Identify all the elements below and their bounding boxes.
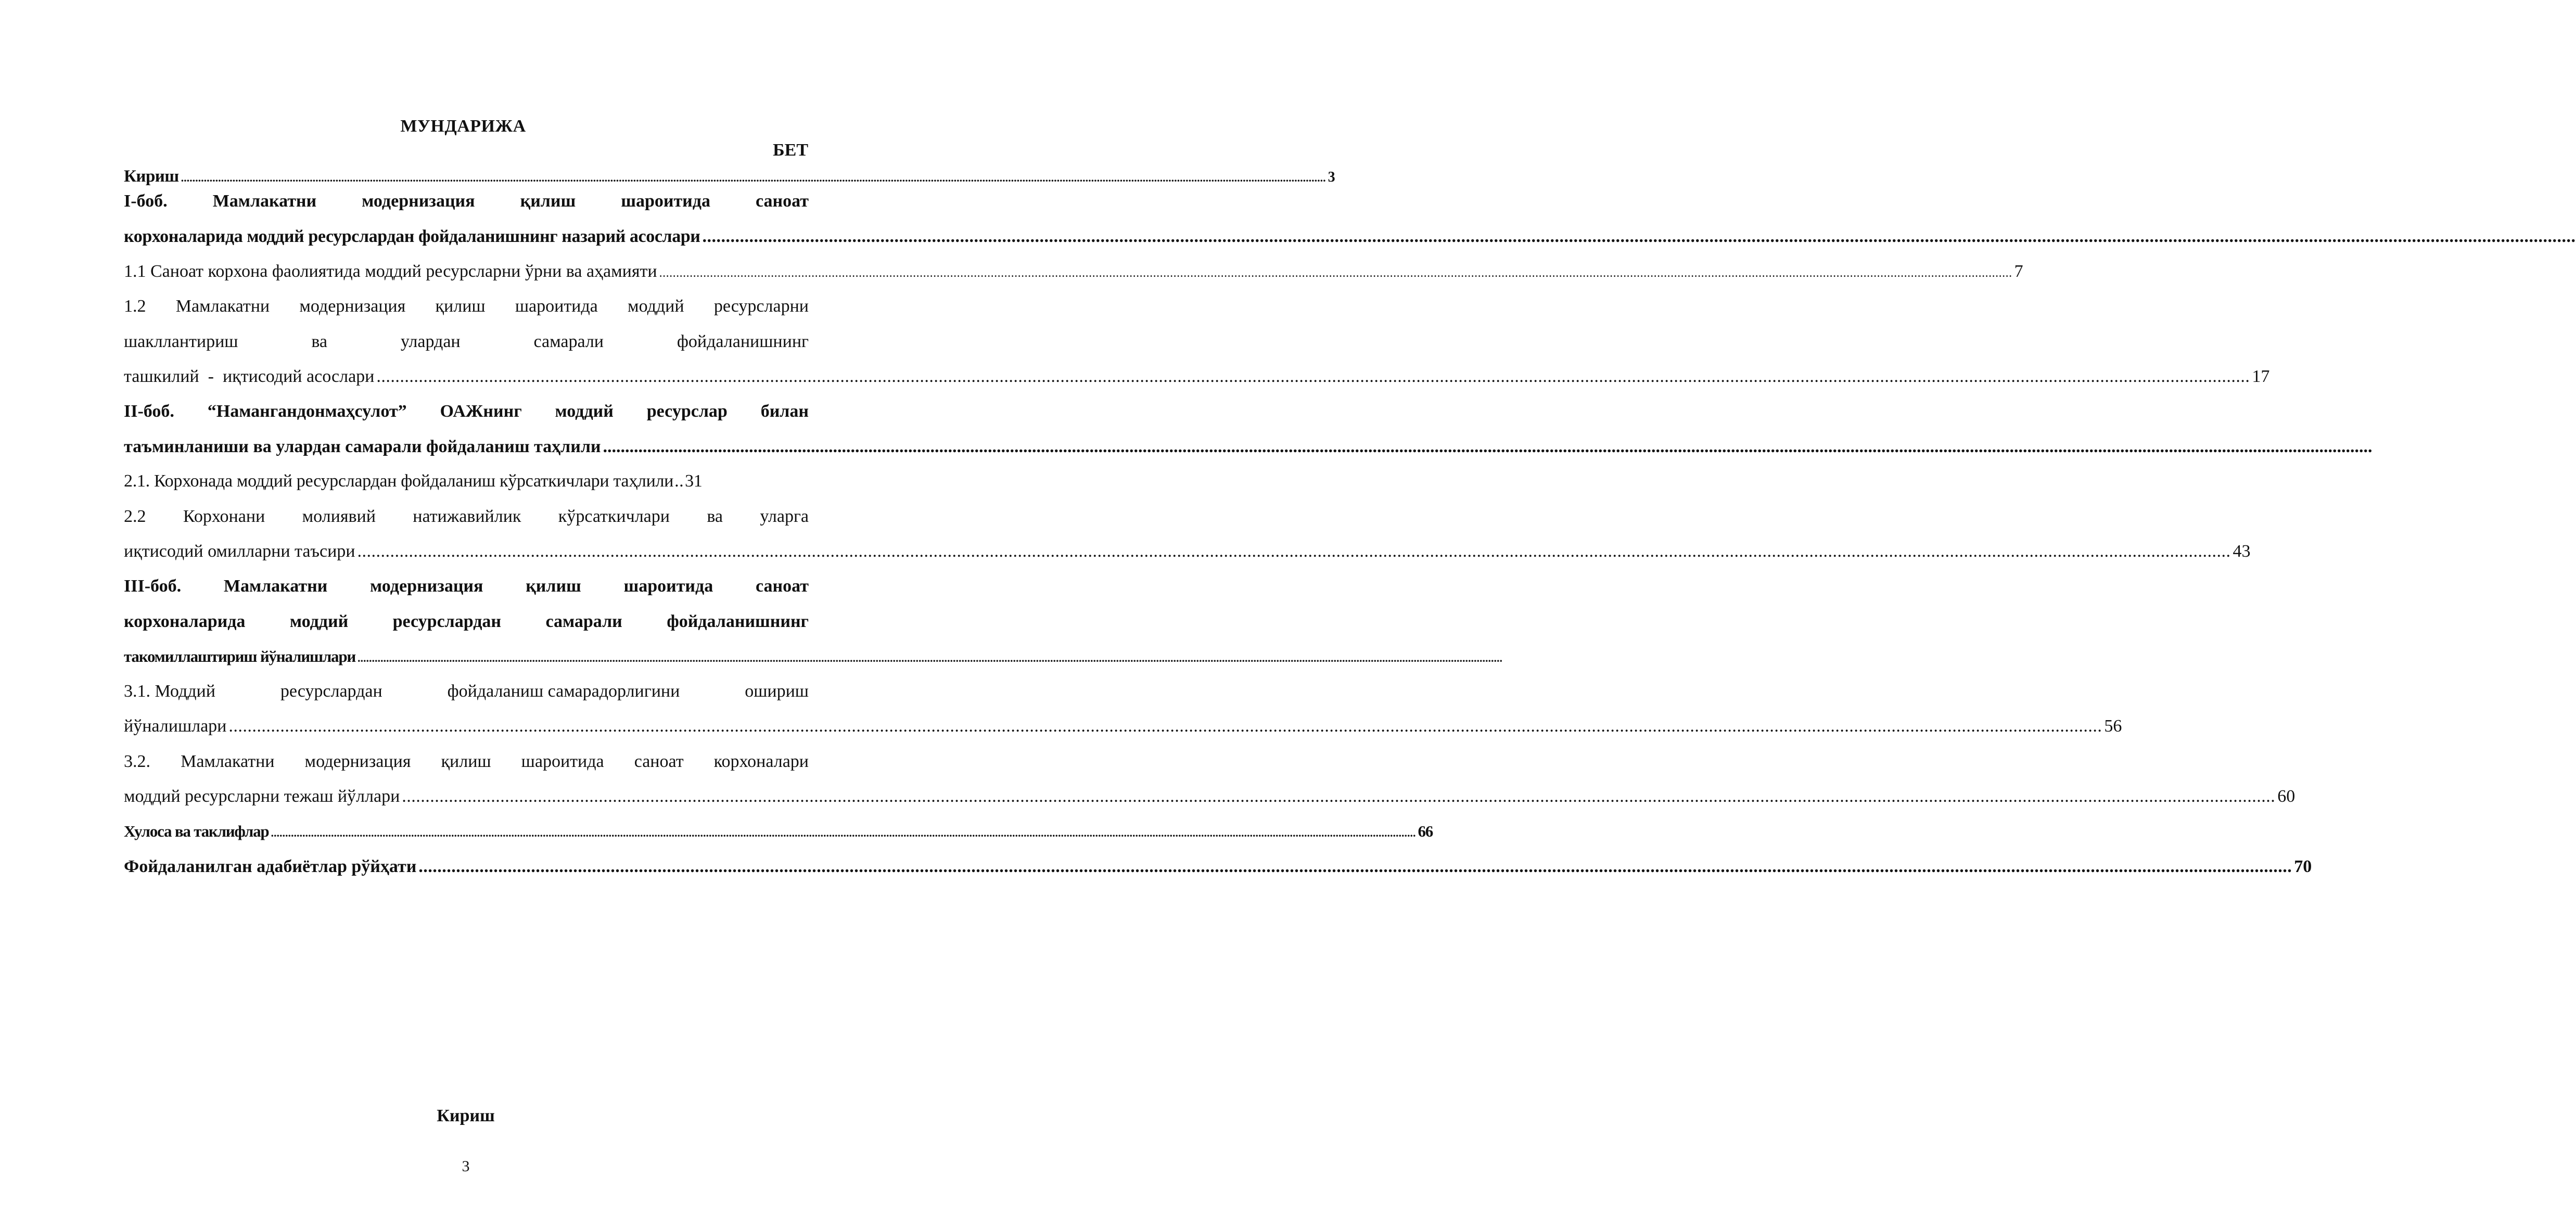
toc-word: кўрсаткичлари (558, 507, 670, 526)
toc-word: моддий (628, 297, 684, 316)
toc-word: ва (311, 332, 328, 351)
dot-leader: ................................................................................................................................................................................................................................................................................................................................................................................................................ (357, 542, 2231, 561)
toc-word: Мамлакатни (175, 297, 270, 316)
dot-leader: .. (674, 471, 684, 491)
toc-chapter-1-line-1[interactable] (124, 188, 809, 214)
toc-chapter-3-line-2[interactable] (124, 609, 809, 635)
toc-page-number: 56 (2104, 716, 2122, 736)
intro-heading: Кириш (437, 1106, 495, 1125)
toc-word: қилиш (435, 297, 486, 316)
toc-word: модернизация (304, 752, 411, 771)
toc-section-1-2-line-3[interactable] (124, 364, 2270, 390)
toc-page-number: 43 (2233, 542, 2251, 561)
toc-entry-references[interactable] (124, 854, 2312, 880)
toc-word: 3.2. (124, 752, 150, 771)
toc-page-number: 31 (685, 471, 703, 491)
toc-chapter-2-line-1[interactable] (124, 399, 809, 425)
toc-page-number: 17 (2252, 367, 2270, 386)
toc-word: шароитида (515, 297, 598, 316)
dot-leader: ................................................................................................................................................................................................................................................................................................................................................................................................................ (659, 266, 2012, 280)
toc-word: Мамлакатни (181, 752, 275, 771)
toc-word: шароитида (621, 191, 710, 211)
toc-word: 1.2 (124, 297, 146, 316)
toc-word: шароитида (521, 752, 604, 771)
toc-page-number: 66 (1418, 822, 1433, 840)
toc-word: ва (707, 507, 723, 526)
toc-word: I-боб. (124, 191, 168, 211)
toc-entry-label: Кириш (124, 167, 179, 186)
toc-word: самарали (533, 332, 604, 351)
toc-word: корхоналари (713, 752, 809, 771)
toc-word: қилиш (441, 752, 491, 771)
dot-leader: ................................................................................................................................................................................................................................................................................................................................................................................................................ (181, 171, 1326, 184)
toc-section-3-1-line-2[interactable] (124, 713, 2122, 739)
dot-leader: ................................................................................................................................................................................................................................................................................................................................................................................................................ (358, 651, 1503, 664)
toc-page-number: 70 (2294, 857, 2312, 876)
toc-word: моддий (289, 612, 349, 631)
toc-word: 3.1. Моддий (124, 682, 215, 701)
toc-word: ошириш (745, 682, 809, 701)
toc-entry-label: йўналишлари (124, 716, 227, 736)
toc-entry-label: моддий ресурсларни тежаш йўллари (124, 787, 400, 806)
page-column-label: БЕТ (773, 140, 808, 160)
dot-leader: ................................................................................................................................................................................................................................................................................................................................................................................................................ (702, 227, 2576, 246)
toc-word: натижавийлик (413, 507, 521, 526)
toc-word: модернизация (362, 191, 475, 211)
dot-leader: ................................................................................................................................................................................................................................................................................................................................................................................................................ (603, 437, 2373, 456)
toc-word: ресурслардан (392, 612, 501, 631)
toc-word: II-боб. (124, 402, 174, 421)
toc-word: III-боб. (124, 577, 182, 596)
toc-word: фойдаланишнинг (667, 612, 809, 631)
toc-word: модернизация (370, 577, 483, 596)
toc-word: уларга (760, 507, 809, 526)
toc-section-3-2-line-2[interactable] (124, 784, 2296, 810)
toc-section-1-1[interactable] (124, 259, 2023, 285)
toc-chapter-1-line-2[interactable] (124, 224, 2576, 250)
toc-page-number: 3 (1328, 169, 1335, 185)
toc-word: самарали (545, 612, 622, 631)
toc-word: ресурслар (646, 402, 728, 421)
toc-chapter-3-line-1[interactable] (124, 573, 809, 599)
toc-section-2-2-line-2[interactable] (124, 539, 2251, 565)
toc-entry-label: ташкилий - иқтисодий асослари (124, 367, 375, 386)
toc-entry-conclusions[interactable] (124, 818, 1433, 844)
toc-entry-label: иқтисодий омилларни таъсири (124, 542, 355, 561)
toc-word: “Намангандонмаҳсулот” (207, 402, 407, 421)
toc-word: шакллантириш (124, 332, 238, 351)
toc-word: Корхонани (183, 507, 265, 526)
toc-chapter-3-line-3[interactable] (124, 644, 1503, 670)
toc-word: саноат (756, 191, 809, 211)
toc-word: саноат (634, 752, 684, 771)
toc-section-1-2-line-2[interactable] (124, 329, 809, 355)
dot-leader: ................................................................................................................................................................................................................................................................................................................................................................................................................ (271, 826, 1416, 839)
toc-word: корхоналарида (124, 612, 246, 631)
toc-section-2-1[interactable] (124, 468, 809, 494)
toc-entry-label: 1.1 Саноат корхона фаолиятида моддий ресурсларни ўрни ва аҳамияти (124, 262, 657, 281)
toc-word: ресурслардан (280, 682, 382, 701)
toc-page-number: 7 (2014, 262, 2023, 281)
toc-word: қилиш (520, 191, 576, 211)
toc-entry-label: Фойдаланилган адабиётлар рўйҳати (124, 857, 417, 876)
page-number: 3 (462, 1158, 470, 1175)
toc-word: Мамлакатни (223, 577, 328, 596)
toc-entry-label: 2.1. Корхонада моддий ресурслардан фойдаланиш кўрсаткичлари таҳлили (124, 471, 674, 491)
toc-word: модернизация (299, 297, 406, 316)
dot-leader: ................................................................................................................................................................................................................................................................................................................................................................................................................ (228, 716, 2102, 736)
toc-entry-label: корхоналарида моддий ресурслардан фойдаланишнинг назарий асослари (124, 227, 700, 246)
toc-word: фойдаланишнинг (677, 332, 809, 351)
dot-leader: ................................................................................................................................................................................................................................................................................................................................................................................................................ (418, 857, 2292, 876)
toc-entry-label: такомиллаштириш йўналишлари (124, 647, 356, 665)
toc-word: ОАЖнинг (440, 402, 522, 421)
dot-leader: ................................................................................................................................................................................................................................................................................................................................................................................................................ (376, 367, 2250, 386)
toc-word: шароитида (623, 577, 713, 596)
toc-word: молиявий (302, 507, 376, 526)
toc-section-3-2-line-1[interactable] (124, 749, 809, 775)
toc-word: моддий (555, 402, 614, 421)
toc-word: билан (760, 402, 809, 421)
toc-word: улардан (400, 332, 461, 351)
toc-chapter-2-line-2[interactable] (124, 434, 2373, 460)
toc-entry-label: Хулоса ва таклифлар (124, 822, 269, 840)
dot-leader: ................................................................................................................................................................................................................................................................................................................................................................................................................ (402, 787, 2276, 806)
toc-section-3-1-line-1[interactable] (124, 678, 809, 704)
toc-word: 2.2 (124, 507, 146, 526)
toc-word: фойдаланиш самарадорлигини (447, 682, 680, 701)
page-title: МУНДАРИЖА (400, 117, 526, 136)
toc-section-2-2-line-1[interactable] (124, 504, 809, 530)
toc-word: қилиш (526, 577, 581, 596)
toc-word: Мамлакатни (212, 191, 317, 211)
toc-word: саноат (756, 577, 809, 596)
toc-entry-intro[interactable] (124, 163, 1335, 189)
toc-entry-label: таъминланиши ва улардан самарали фойдаланиш таҳлили (124, 437, 601, 456)
toc-word: ресурсларни (713, 297, 809, 316)
toc-page-number: 60 (2277, 787, 2296, 806)
toc-section-1-2-line-1[interactable] (124, 293, 809, 319)
